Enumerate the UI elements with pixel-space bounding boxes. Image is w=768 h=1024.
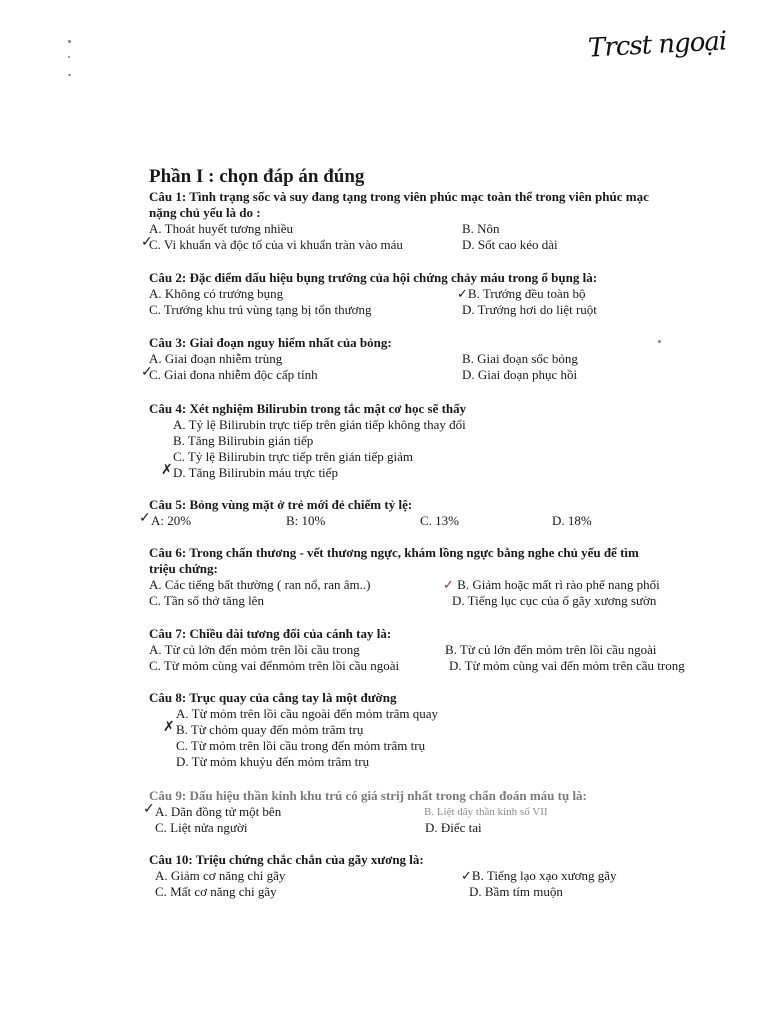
scan-speck	[68, 56, 70, 58]
question-title-cont: triệu chứng:	[149, 561, 218, 576]
option-a[interactable]: A. Giai đoạn nhiễm trùng	[149, 351, 283, 366]
option-b[interactable]: B. Liệt dây thần kinh số VII	[424, 806, 548, 818]
option-c[interactable]: C. Tần số thở tăng lên	[149, 593, 264, 608]
check-mark-icon: ✓	[139, 511, 151, 526]
option-b[interactable]: B. Tăng Bilirubin gián tiếp	[173, 433, 314, 448]
section-title: Phần I : chọn đáp án đúng	[149, 166, 365, 187]
option-b[interactable]: B. Nôn	[462, 221, 500, 236]
option-c[interactable]: C. Từ mỏm trên lồi cầu trong đến mỏm trâm trụ	[176, 738, 426, 753]
cross-mark-icon: ✗	[163, 720, 175, 735]
option-a[interactable]: A. Từ mỏm trên lồi cầu ngoài đến mỏm trâm quay	[176, 706, 439, 721]
question-title: Câu 2: Đặc điểm dấu hiệu bụng trướng của hội chứng chảy máu trong ổ bụng là:	[149, 270, 598, 285]
handwritten-note: Trcst ngoại	[587, 26, 727, 64]
option-b[interactable]: B. Giai đoạn sốc bỏng	[462, 351, 578, 366]
option-d[interactable]: D. Từ mỏm khuỷu đến mỏm trâm trụ	[176, 754, 370, 769]
option-b[interactable]: B. Từ củ lớn đến mỏm trên lồi cầu ngoài	[445, 642, 657, 657]
question-9	[143, 788, 729, 836]
option-d[interactable]: D. 18%	[552, 513, 592, 528]
cross-mark-icon: ✗	[161, 463, 173, 478]
question-4	[149, 401, 729, 481]
question-title: Câu 1: Tình trạng sốc và suy đang tạng trong viên phúc mạc toàn thể trong viên phúc mạc	[149, 189, 649, 204]
option-d[interactable]: D. Tăng Bilirubin máu trực tiếp	[173, 465, 338, 480]
check-mark-icon: ✓	[443, 577, 454, 592]
option-d[interactable]: D. Bầm tím muộn	[469, 884, 563, 899]
option-b[interactable]: B. Từ chỏm quay đến mỏm trâm trụ	[176, 722, 364, 737]
question-title: Câu 9: Dấu hiệu thần kinh khu trú có giá strij nhất trong chẩn đoán máu tụ là:	[149, 788, 587, 803]
option-c[interactable]: C. Vi khuẩn và độc tố của vi khuẩn tràn vào máu	[149, 237, 403, 252]
option-b[interactable]: ✓B. Trướng đều toàn bộ	[457, 286, 586, 301]
question-title: Câu 7: Chiều dài tương đối của cánh tay là:	[149, 626, 392, 641]
option-a[interactable]: A. Các tiếng bất thường ( ran nổ, ran âm..)	[149, 577, 371, 592]
option-b[interactable]: ✓B. Tiếng lạo xạo xương gãy	[461, 868, 617, 883]
check-mark-icon: ✓	[143, 802, 155, 817]
question-10	[149, 852, 729, 900]
check-mark-icon: ✓	[141, 365, 153, 380]
option-a[interactable]: A. Tỷ lệ Bilirubin trực tiếp trên gián tiếp không thay đổi	[173, 417, 466, 432]
question-title: Câu 4: Xét nghiệm Bilirubin trong tắc mật cơ học sẽ thấy	[149, 401, 467, 416]
option-a[interactable]: A. Thoát huyết tương nhiều	[149, 221, 294, 236]
question-5	[139, 497, 729, 529]
question-title: Câu 3: Giai đoạn nguy hiểm nhất của bỏng:	[149, 335, 392, 350]
question-title: Câu 5: Bỏng vùng mặt ở trẻ mới đẻ chiếm tỷ lệ:	[149, 497, 413, 512]
check-mark-icon: ✓	[461, 868, 472, 883]
question-3	[141, 335, 729, 383]
option-c[interactable]: C. Từ mỏm cùng vai đếnmỏm trên lồi cầu ngoài	[149, 658, 400, 673]
option-c[interactable]: C. Liệt nửa người	[155, 820, 248, 835]
question-title: Câu 6: Trong chấn thương - vết thương ngực, khám lồng ngực bằng nghe chủ yếu để tìm	[149, 545, 639, 560]
option-b[interactable]: ✓ B. Giảm hoặc mất rì rào phế nang phổi	[443, 577, 660, 592]
option-d[interactable]: D. Sốt cao kéo dài	[462, 237, 558, 252]
option-a[interactable]: A. Giảm cơ năng chi gãy	[155, 868, 286, 883]
option-b[interactable]: B: 10%	[286, 513, 326, 528]
check-mark-icon: ✓	[141, 235, 153, 250]
scan-speck	[68, 40, 71, 43]
option-c[interactable]: C. 13%	[420, 513, 459, 528]
option-a[interactable]: A. Dãn đồng tử một bên	[155, 804, 282, 819]
option-d[interactable]: D. Từ mỏm cùng vai đến mỏm trên cầu trong	[449, 658, 685, 673]
option-c[interactable]: C. Giai đona nhiễm độc cấp tính	[149, 367, 318, 382]
option-d[interactable]: D. Trướng hơi do liệt ruột	[462, 302, 597, 317]
question-2	[149, 270, 729, 318]
option-c[interactable]: C. Mất cơ năng chi gãy	[155, 884, 277, 899]
question-title: Câu 8: Trục quay của cẳng tay là một đường	[149, 690, 397, 705]
option-a[interactable]: A. Từ củ lớn đến mỏm trên lồi cầu trong	[149, 642, 360, 657]
option-d[interactable]: D. Điếc tai	[425, 820, 482, 835]
option-c[interactable]: C. Tỷ lệ Bilirubin trực tiếp trên gián tiếp giảm	[173, 449, 414, 464]
check-mark-icon: ✓	[457, 286, 468, 301]
question-6	[149, 545, 729, 609]
option-c[interactable]: C. Trướng khu trú vùng tạng bị tổn thương	[149, 302, 372, 317]
scan-speck	[68, 74, 71, 76]
option-d[interactable]: D. Tiếng lục cục của ổ gãy xương sườn	[452, 593, 657, 608]
question-title-cont: nặng chủ yếu là do :	[149, 205, 261, 220]
question-1	[141, 189, 729, 253]
question-7	[149, 626, 729, 674]
option-a[interactable]: A. Không có trướng bụng	[149, 286, 284, 301]
option-d[interactable]: D. Giai đoạn phục hồi	[462, 367, 578, 382]
question-title: Câu 10: Triệu chứng chắc chắn của gãy xương là:	[149, 852, 424, 867]
option-a[interactable]: A: 20%	[151, 513, 192, 528]
question-8	[149, 690, 729, 770]
